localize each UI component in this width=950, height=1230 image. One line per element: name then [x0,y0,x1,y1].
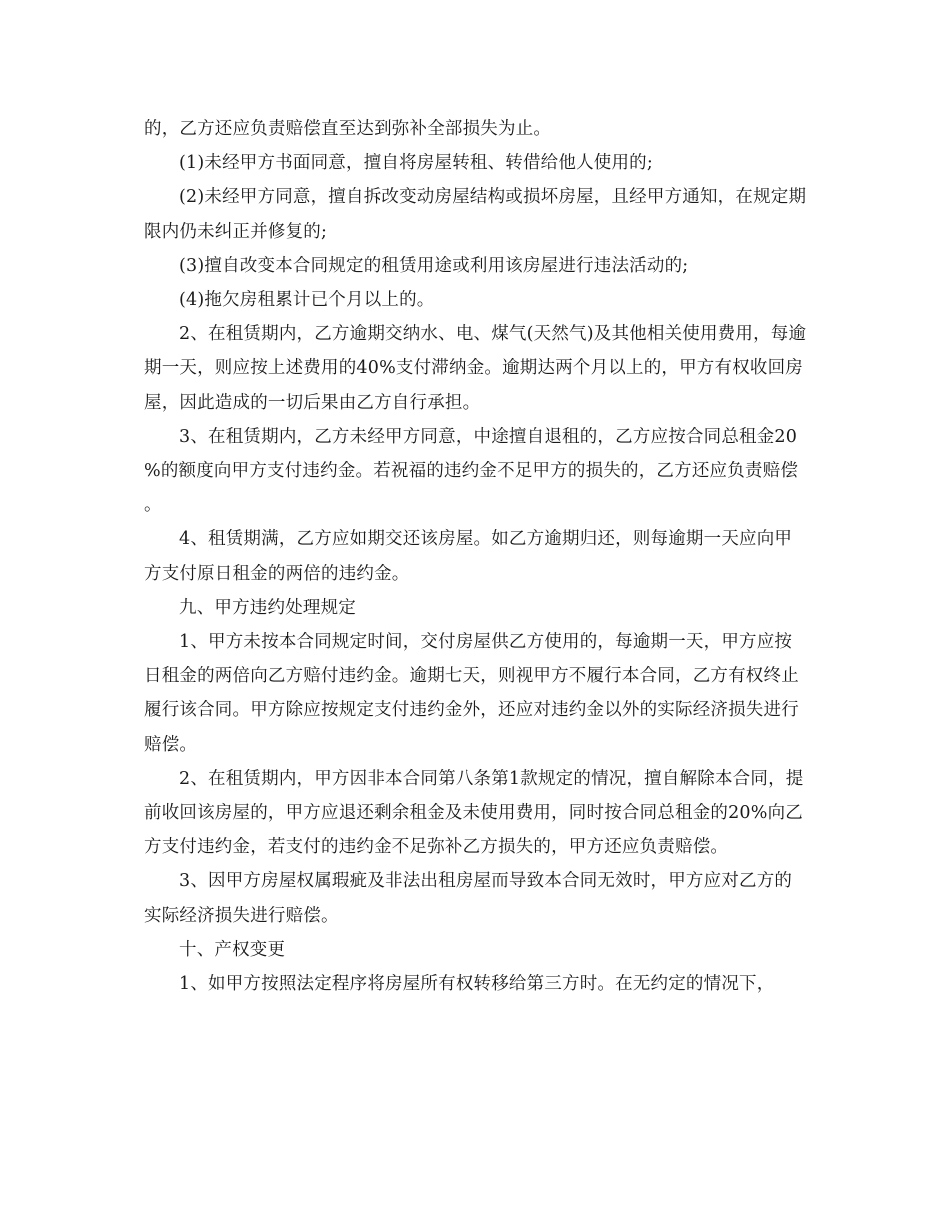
landlord-breach-clause-2: 2、在租赁期内，甲方因非本合同第八条第1款规定的情况，擅自解除本合同，提前收回该房屋的，甲方应退还剩余租金及未使用费用，同时按合同总租金的20%向乙方支付违约金，若支付的违约金不足弥补乙方损失的，甲方还应负责赔偿。 [144,768,804,858]
clause-item-4: (4)拖欠房租累计已个月以上的。 [179,290,435,311]
landlord-breach-clause-1: 1、甲方未按本合同规定时间，交付房屋供乙方使用的，每逾期一天，甲方应按日租金的两倍向乙方赔付违约金。逾期七天，则视甲方不履行本合同，乙方有权终止履行该合同。甲方除应按规定支付违约金外，还应对违约金以外的实际经济损失进行赔偿。 [144,632,799,755]
tenant-breach-clause-2: 2、在租赁期内，乙方逾期交纳水、电、煤气(天然气)及其他相关使用费用，每逾期一天，则应按上述费用的40%支付滞纳金。逾期达两个月以上的，甲方有权收回房屋，因此造成的一切后果由乙方自行承担。 [144,324,807,413]
clause-item-2: (2)未经甲方同意，擅自拆改变动房屋结构或损坏房屋，且经甲方通知，在规定期限内仍未纠正并修复的; [144,187,807,242]
tenant-breach-clause-3: 3、在租赁期内，乙方未经甲方同意，中途擅自退租的，乙方应按合同总租金20%的额度向甲方支付违约金。若祝福的违约金不足甲方的损失的，乙方还应负责赔偿。 [144,426,799,516]
section-heading-landlord-breach: 九、甲方违约处理规定 [179,597,356,618]
clause-item-3: (3)擅自改变本合同规定的租赁用途或利用该房屋进行违法活动的; [179,255,689,276]
clause-item-1: (1)未经甲方书面同意，擅自将房屋转租、转借给他人使用的; [179,153,653,174]
tenant-breach-clause-4: 4、租赁期满，乙方应如期交还该房屋。如乙方逾期归还，则每逾期一天应向甲方支付原日租金的两倍的违约金。 [144,529,793,584]
landlord-breach-clause-3: 3、因甲方房屋权属瑕疵及非法出租房屋而导致本合同无效时，甲方应对乙方的实际经济损失进行赔偿。 [144,871,793,926]
property-change-clause-1: 1、如甲方按照法定程序将房屋所有权转移给第三方时。在无约定的情况下， [179,974,775,995]
section-heading-property-change: 十、产权变更 [179,939,286,960]
document-body [144,112,808,1001]
paragraph-continuation: 的，乙方还应负责赔偿直至达到弥补全部损失为止。 [144,119,552,139]
